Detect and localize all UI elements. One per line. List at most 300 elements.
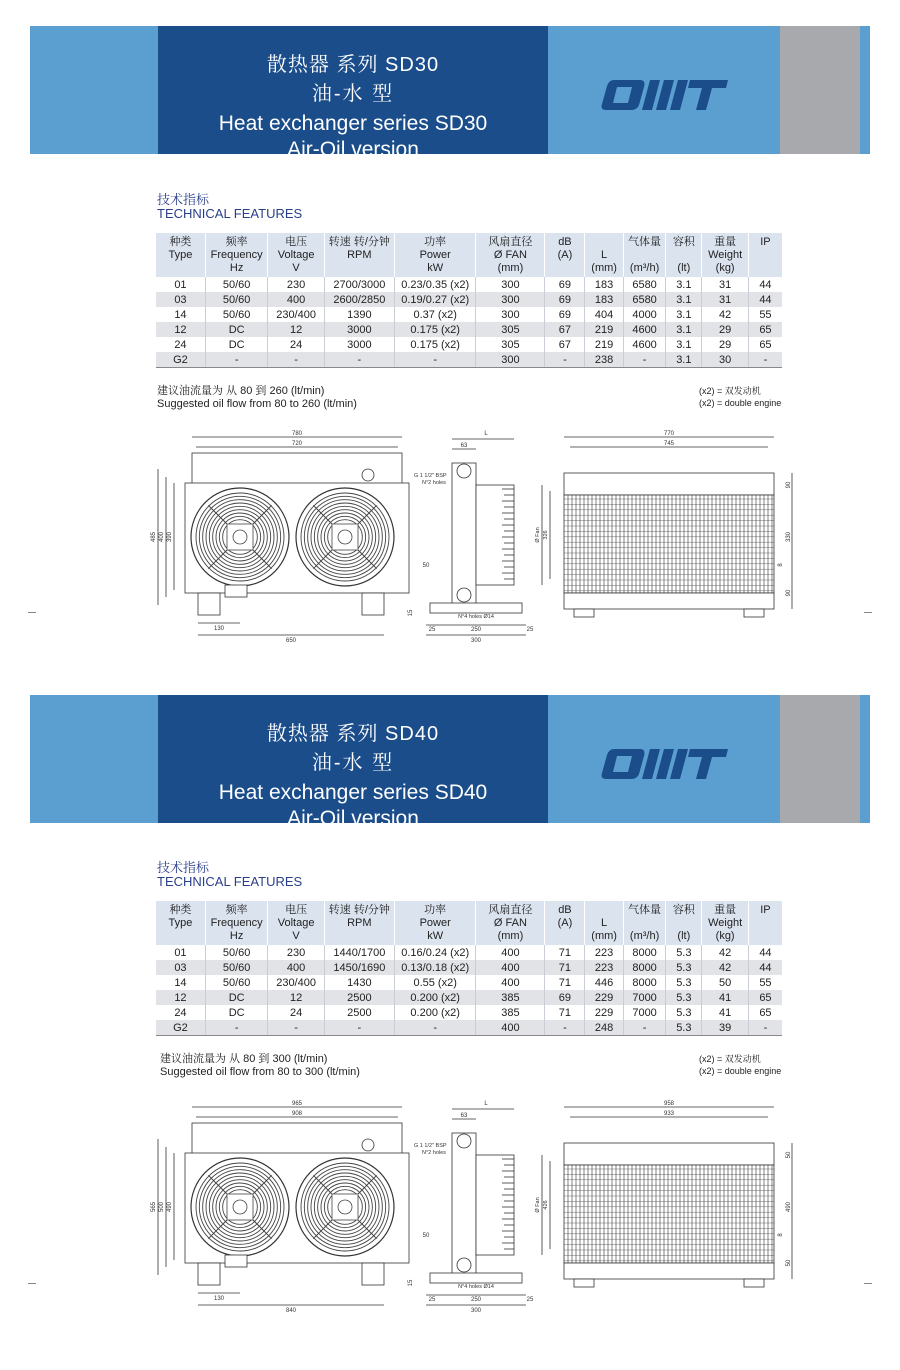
left-foot — [198, 593, 220, 615]
right-foot — [362, 593, 384, 615]
double-engine-cn: (x2) = 双发动机 — [699, 386, 761, 396]
header-unit — [545, 262, 584, 275]
dim-height-inner: 490 — [167, 1201, 173, 1213]
header-cn — [585, 904, 622, 917]
dim-side-50: 50 — [422, 563, 430, 569]
dim-front-width-inner: 908 — [291, 1111, 303, 1117]
table-cell: 12 — [156, 990, 205, 1005]
table-cell: 50/60 — [205, 292, 268, 307]
subtitle-cn: 油-水 型 — [311, 752, 395, 774]
header-cn: dB — [558, 236, 572, 248]
dim-front-width-outer: 780 — [291, 431, 303, 437]
column-header — [623, 901, 665, 945]
table-row — [156, 990, 782, 1005]
header-en: Voltage — [277, 917, 315, 929]
double-engine-en: (x2) = double engine — [699, 1066, 782, 1076]
right-foot — [362, 1263, 384, 1285]
dim-rear-core: 490 — [786, 1201, 792, 1213]
table-cell: 0.175 (x2) — [394, 337, 475, 352]
table-cell: 5.3 — [666, 1020, 702, 1036]
rear-bottom-tank — [564, 593, 774, 609]
header-unit: Hz — [229, 930, 244, 942]
tech-features-label — [157, 861, 302, 889]
oil-port — [225, 585, 247, 597]
header-unit: (mm) — [591, 262, 617, 274]
table-cell: 8000 — [623, 975, 665, 990]
header-unit: (m³/h) — [629, 930, 660, 942]
dim-base-300: 300 — [470, 1308, 482, 1314]
header-cn: 种类 — [169, 904, 192, 916]
table-cell: 0.37 (x2) — [394, 307, 475, 322]
dim-height-mid: 400 — [159, 531, 165, 543]
header-unit: (lt) — [677, 930, 691, 942]
table-cell: - — [545, 352, 585, 368]
table-cell: 69 — [545, 990, 585, 1005]
table-cell: 50/60 — [205, 307, 268, 322]
table-cell: 42 — [702, 307, 748, 322]
crop-mark — [28, 612, 36, 613]
column-header — [476, 901, 545, 945]
header-unit — [749, 262, 782, 275]
header-en: Type — [168, 917, 193, 929]
table-cell: - — [623, 352, 665, 368]
dim-rear-width-inner: 933 — [663, 1111, 675, 1117]
table-cell: 0.200 (x2) — [394, 990, 475, 1005]
table-cell: 300 — [476, 307, 545, 322]
table-cell: 71 — [545, 945, 585, 960]
table-cell: G2 — [156, 1020, 205, 1036]
table-cell: 65 — [748, 322, 782, 337]
bsp-holes-label: N°2 holes — [422, 480, 446, 486]
mount-holes-label: N°4 holes Ø14 — [458, 1284, 494, 1290]
header-en: L — [601, 249, 608, 261]
header-cn: 重量 — [714, 236, 737, 248]
table-cell: 0.55 (x2) — [394, 975, 475, 990]
table-cell: 65 — [748, 990, 782, 1005]
header-cn: dB — [558, 904, 572, 916]
dim-base-300: 300 — [470, 638, 482, 644]
table-cell: 400 — [476, 945, 545, 960]
table-cell: 03 — [156, 292, 205, 307]
dim-rear-width-outer: 958 — [663, 1101, 675, 1107]
oil-flow-cn: 建议油流量为 从 80 到 260 (lt/min) — [157, 385, 325, 397]
header-banner — [30, 695, 870, 830]
table-cell: 44 — [748, 945, 782, 960]
table-row — [156, 975, 782, 990]
table-cell: 3000 — [324, 322, 394, 337]
oil-flow-note — [157, 385, 357, 411]
table-cell: 42 — [702, 960, 748, 975]
rear-right-foot — [744, 1279, 764, 1287]
dim-side-length: L — [484, 1101, 488, 1107]
table-cell: 1450/1690 — [324, 960, 394, 975]
rear-left-foot — [574, 1279, 594, 1287]
column-header — [205, 901, 268, 945]
title-cn: 散热器 系列 SD30 — [266, 54, 440, 76]
header-unit: V — [292, 262, 300, 274]
double-engine-en: (x2) = double engine — [699, 398, 782, 408]
table-cell: 71 — [545, 960, 585, 975]
header-cn: 种类 — [169, 236, 192, 248]
left-foot — [198, 1263, 220, 1285]
drawing-lines — [158, 1107, 792, 1305]
table-cell: 03 — [156, 960, 205, 975]
dim-side-63: 63 — [460, 1113, 468, 1119]
dim-front-width-outer: 965 — [291, 1101, 303, 1107]
header-cn — [585, 236, 622, 249]
table-row — [156, 337, 782, 352]
double-engine-note — [699, 1053, 781, 1077]
column-header — [748, 901, 782, 945]
dim-side-15: 15 — [408, 1279, 414, 1287]
column-header — [324, 901, 394, 945]
table-cell: 3.1 — [666, 352, 702, 368]
dim-base-width: 650 — [285, 638, 297, 644]
table-cell: 3.1 — [666, 307, 702, 322]
header-cn: 重量 — [714, 904, 737, 916]
header-en — [666, 249, 701, 262]
oil-flow-en: Suggested oil flow from 80 to 300 (lt/min) — [160, 1066, 360, 1078]
column-header — [585, 233, 623, 277]
tech-features-cn: 技术指标 — [157, 860, 210, 875]
table-cell: 3000 — [324, 337, 394, 352]
table-cell: 2500 — [324, 990, 394, 1005]
header-banner — [30, 26, 870, 161]
header-en: Power — [419, 917, 451, 929]
omt-logo — [600, 78, 730, 112]
fan-hub — [332, 524, 358, 550]
dim-side-length: L — [484, 431, 488, 437]
table-cell: 24 — [174, 338, 187, 351]
table-cell: 4000 — [623, 307, 665, 322]
table-cell: 6580 — [623, 292, 665, 307]
dim-rear-width-outer: 770 — [663, 431, 675, 437]
rear-top-tank — [564, 1143, 774, 1165]
column-header — [156, 901, 205, 945]
table-cell: 229 — [585, 990, 623, 1005]
table-cell: - — [394, 1020, 475, 1036]
table-cell: 300 — [476, 292, 545, 307]
header-en — [666, 917, 701, 930]
header-en: L — [601, 917, 608, 929]
header-cn: 容积 — [672, 236, 695, 248]
table-cell: - — [394, 352, 475, 368]
header-en: Voltage — [277, 249, 315, 261]
dim-side-height: 326 — [543, 530, 549, 540]
table-row — [156, 277, 782, 292]
table-cell: 300 — [476, 352, 545, 368]
dim-base-25a: 25 — [428, 627, 436, 633]
table-cell: 8000 — [623, 945, 665, 960]
table-cell: - — [545, 1020, 585, 1036]
dim-height-outer: 565 — [151, 1201, 157, 1213]
table-cell: 65 — [748, 1005, 782, 1020]
table-cell: 55 — [748, 975, 782, 990]
rear-top-tank — [564, 473, 774, 495]
table-cell: 50/60 — [205, 277, 268, 292]
table-row — [156, 352, 782, 368]
table-cell: 14 — [174, 976, 187, 989]
header-en: Ø FAN — [493, 917, 527, 929]
table-cell: 8000 — [623, 960, 665, 975]
table-cell: 01 — [174, 946, 187, 959]
table-cell: 12 — [268, 322, 324, 337]
dim-rear-bottom: 90 — [786, 589, 792, 597]
dim-base-offset: 130 — [213, 1296, 225, 1302]
table-cell: 5.3 — [666, 945, 702, 960]
table-cell: 305 — [476, 322, 545, 337]
table-cell: 223 — [585, 945, 623, 960]
fan-hub — [227, 524, 253, 550]
table-cell: - — [268, 1020, 324, 1036]
table-cell: 0.16/0.24 (x2) — [394, 945, 475, 960]
header-cn: 电压 — [285, 236, 308, 248]
dim-height-mid: 500 — [159, 1201, 165, 1213]
table-cell: 230 — [268, 277, 324, 292]
header-cn: 功率 — [424, 236, 447, 248]
table-cell: 29 — [702, 322, 748, 337]
header-en: RPM — [347, 249, 372, 261]
table-cell: - — [205, 352, 268, 368]
side-fan-body — [476, 1155, 514, 1255]
double-engine-cn: (x2) = 双发动机 — [699, 1054, 761, 1064]
fan-hub — [227, 1194, 253, 1220]
header-cn: 容积 — [672, 904, 695, 916]
column-header — [268, 901, 324, 945]
column-header — [324, 233, 394, 277]
column-header — [623, 233, 665, 277]
table-row — [156, 292, 782, 307]
header-cn: 转速 转/分钟 — [328, 904, 390, 916]
header-en — [624, 249, 665, 262]
column-header — [702, 233, 748, 277]
tech-features-label — [157, 193, 302, 221]
table-cell: 0.175 (x2) — [394, 322, 475, 337]
table-cell: 230 — [268, 945, 324, 960]
table-cell: 5.3 — [666, 990, 702, 1005]
table-cell: 4600 — [623, 337, 665, 352]
table-cell: 44 — [748, 277, 782, 292]
table-cell: 24 — [268, 337, 324, 352]
table-cell: 67 — [545, 322, 585, 337]
table-cell: 5.3 — [666, 975, 702, 990]
tech-features-en: TECHNICAL FEATURES — [157, 874, 303, 889]
header-en: Power — [419, 249, 451, 261]
table-cell: - — [324, 1020, 394, 1036]
title-en: Heat exchanger series SD40 — [218, 781, 488, 804]
header-unit — [545, 930, 584, 943]
table-cell: 50/60 — [205, 960, 268, 975]
double-engine-note — [699, 385, 781, 409]
oil-port — [225, 1255, 247, 1267]
column-header — [394, 233, 475, 277]
rear-bottom-tank — [564, 1263, 774, 1279]
table-cell: 5.3 — [666, 1005, 702, 1020]
table-cell: 1430 — [324, 975, 394, 990]
table-cell: 219 — [585, 337, 623, 352]
table-cell: 3.1 — [666, 277, 702, 292]
header-cn: IP — [760, 236, 771, 248]
table-cell: 2700/3000 — [324, 277, 394, 292]
technical-drawing — [130, 1095, 810, 1315]
oil-flow-en: Suggested oil flow from 80 to 260 (lt/min) — [157, 398, 357, 410]
table-row — [156, 1020, 782, 1036]
drawing-svg — [130, 1095, 810, 1315]
column-header — [268, 233, 324, 277]
table-cell: 41 — [702, 1005, 748, 1020]
table-cell: 183 — [585, 277, 623, 292]
table-cell: 42 — [702, 945, 748, 960]
fan-hub — [332, 1194, 358, 1220]
dim-side-15: 15 — [408, 609, 414, 617]
table-cell: 5.3 — [666, 960, 702, 975]
side-fan-body — [476, 485, 514, 585]
header-cn: 电压 — [285, 904, 308, 916]
header-unit: kW — [427, 262, 444, 274]
header-unit — [156, 930, 205, 943]
table-cell: - — [748, 352, 782, 368]
banner-title-block — [158, 695, 548, 830]
table-cell: 229 — [585, 1005, 623, 1020]
table-cell: 55 — [748, 307, 782, 322]
crop-mark — [864, 1283, 872, 1284]
bsp-label: G 1 1/2" BSP — [414, 473, 447, 479]
table-cell: 14 — [174, 308, 187, 321]
table-cell: 400 — [268, 960, 324, 975]
dim-base-offset: 130 — [213, 626, 225, 632]
column-header — [748, 233, 782, 277]
table-cell: 44 — [748, 292, 782, 307]
dim-base-250: 250 — [470, 627, 482, 633]
table-cell: 30 — [702, 352, 748, 368]
dim-rear-width-inner: 745 — [663, 441, 675, 447]
dim-rear-top: 50 — [786, 1151, 792, 1159]
table-cell: 400 — [476, 1020, 545, 1036]
header-unit: (mm) — [497, 262, 524, 274]
table-cell: 400 — [476, 975, 545, 990]
header-unit: (mm) — [497, 930, 524, 942]
dim-rear-8: 8 — [778, 563, 784, 567]
table-cell: DC — [205, 337, 268, 352]
table-cell: 71 — [545, 975, 585, 990]
tech-features-en: TECHNICAL FEATURES — [157, 206, 303, 221]
table-cell: 41 — [702, 990, 748, 1005]
column-header — [666, 233, 702, 277]
dim-base-25b: 25 — [526, 1297, 534, 1303]
table-cell: 69 — [545, 292, 585, 307]
dim-front-width-inner: 720 — [291, 441, 303, 447]
table-cell: 0.19/0.27 (x2) — [394, 292, 475, 307]
side-tank — [452, 1133, 476, 1281]
header-cn: 转速 转/分钟 — [328, 236, 390, 248]
table-cell: 50 — [702, 975, 748, 990]
header-unit: kW — [427, 930, 444, 942]
header-unit: (kg) — [715, 930, 735, 942]
title-en: Heat exchanger series SD30 — [218, 112, 488, 135]
column-header — [545, 901, 585, 945]
header-cn: 气体量 — [628, 904, 662, 916]
oil-flow-cn: 建议油流量为 从 80 到 300 (lt/min) — [160, 1053, 328, 1065]
table-cell: 7000 — [623, 1005, 665, 1020]
column-header — [394, 901, 475, 945]
table-cell: 400 — [268, 292, 324, 307]
table-cell: 71 — [545, 1005, 585, 1020]
drawing-lines — [158, 437, 792, 635]
table-cell: 446 — [585, 975, 623, 990]
table-cell: 223 — [585, 960, 623, 975]
table-cell: 238 — [585, 352, 623, 368]
table-cell: 7000 — [623, 990, 665, 1005]
bsp-holes-label: N°2 holes — [422, 1150, 446, 1156]
table-cell: 385 — [476, 990, 545, 1005]
oil-flow-note — [160, 1053, 360, 1079]
mount-holes-label: N°4 holes Ø14 — [458, 614, 494, 620]
table-cell: - — [748, 1020, 782, 1036]
table-cell: 65 — [748, 337, 782, 352]
technical-drawing — [130, 425, 810, 645]
side-base — [430, 1273, 522, 1283]
header-unit: Hz — [229, 262, 244, 274]
header-cn: 风扇直径 — [488, 904, 533, 916]
dim-side-height: 426 — [543, 1200, 549, 1210]
table-cell: 0.13/0.18 (x2) — [394, 960, 475, 975]
banner-title-block — [158, 26, 548, 161]
table-cell: 219 — [585, 322, 623, 337]
table-cell: 01 — [174, 278, 187, 291]
header-cn: 风扇直径 — [488, 236, 533, 248]
table-cell: 50/60 — [205, 975, 268, 990]
header-en: Type — [168, 249, 193, 261]
table-cell: 12 — [268, 990, 324, 1005]
table-row — [156, 307, 782, 322]
column-header — [702, 901, 748, 945]
header-en: Weight — [708, 249, 743, 261]
table-cell: 69 — [545, 307, 585, 322]
dim-base-width: 840 — [285, 1308, 297, 1314]
table-cell: DC — [205, 322, 268, 337]
header-unit: (mm) — [591, 930, 617, 942]
table-cell: 3.1 — [666, 337, 702, 352]
table-cell: 31 — [702, 292, 748, 307]
crop-mark — [28, 1283, 36, 1284]
side-tank — [452, 463, 476, 611]
table-cell: 24 — [268, 1005, 324, 1020]
table-cell: 230/400 — [268, 307, 324, 322]
table-cell: 1390 — [324, 307, 394, 322]
table-cell: 404 — [585, 307, 623, 322]
column-header — [585, 901, 623, 945]
table-cell: - — [205, 1020, 268, 1036]
table-cell: - — [268, 352, 324, 368]
dim-base-25b: 25 — [526, 627, 534, 633]
table-cell: 3.1 — [666, 322, 702, 337]
header-unit: (kg) — [715, 262, 735, 274]
column-header — [156, 233, 205, 277]
column-header — [545, 233, 585, 277]
table-cell: 29 — [702, 337, 748, 352]
table-row — [156, 322, 782, 337]
table-cell: 1440/1700 — [324, 945, 394, 960]
subtitle-en: Air-Oil version — [287, 138, 419, 161]
header-unit — [325, 262, 394, 275]
dim-base-250: 250 — [470, 1297, 482, 1303]
header-unit: V — [292, 930, 300, 942]
table-cell: 300 — [476, 277, 545, 292]
header-en: (A) — [557, 249, 573, 261]
table-cell: 248 — [585, 1020, 623, 1036]
table-cell: DC — [205, 990, 268, 1005]
table-cell: 230/400 — [268, 975, 324, 990]
